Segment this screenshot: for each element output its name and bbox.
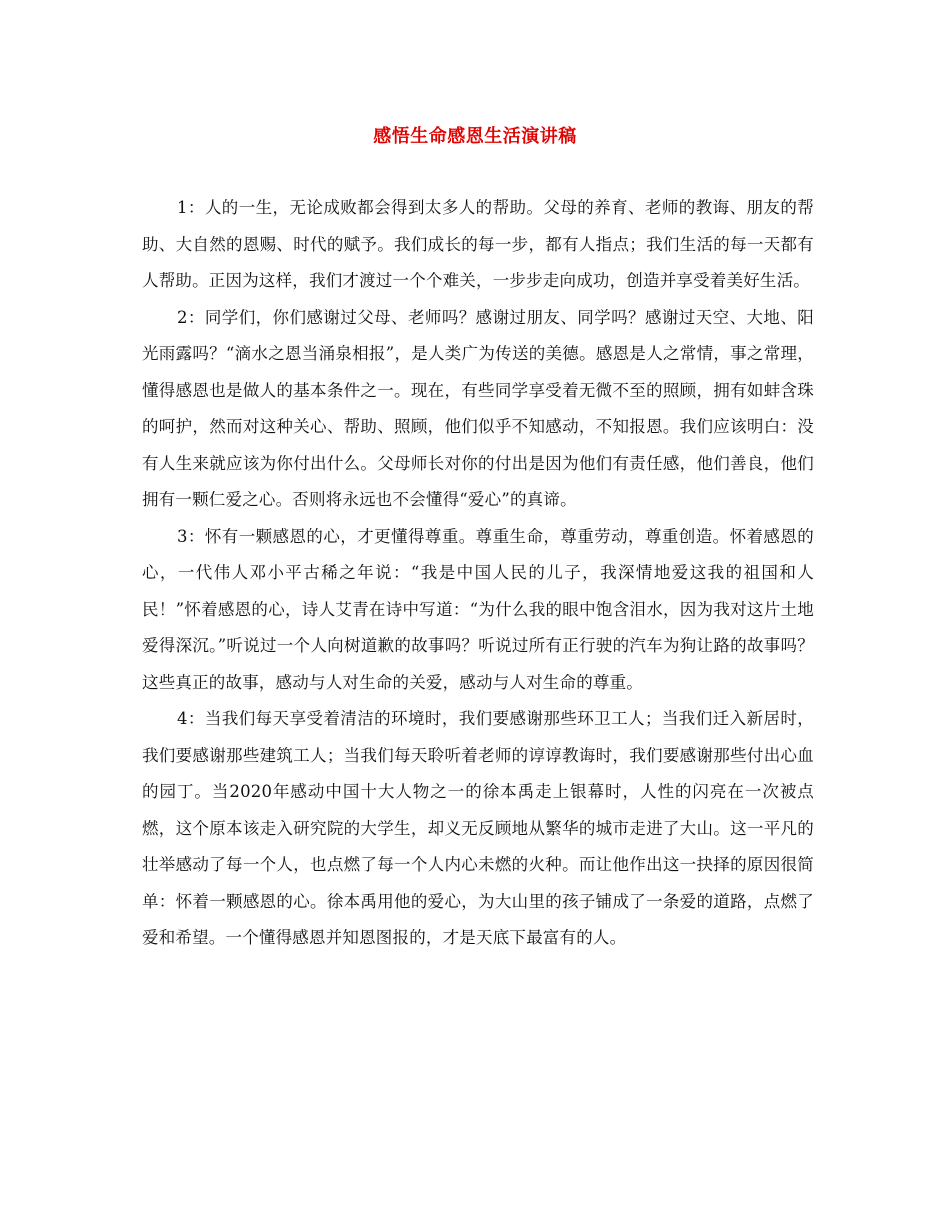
paragraph-4: 4：当我们每天享受着清洁的环境时，我们要感谢那些环卫工人；当我们迁入新居时，我们要感谢那些建筑工人；当我们每天聆听着老师的谆谆教诲时，我们要感谢那些付出心血的园丁。当2020年感动中国十大人物之一的徐本禹走上银幕时，人性的闪亮在一次被点燃，这个原本该走入研究院的大学生，却义无反顾地从繁华的城市走进了大山。这一平凡的壮举感动了每一个人，也点燃了每一个人内心未燃的火种。而让他作出这一抉择的原因很简单：怀着一颗感恩的心。徐本禹用他的爱心，为大山里的孩子铺成了一条爱的道路，点燃了爱和希望。一个懂得感恩并知恩图报的，才是天底下最富有的人。 [142,709,814,947]
document-title: 感悟生命感恩生活演讲稿 [373,126,577,147]
document-body [142,190,814,957]
paragraph-1: 1：人的一生，无论成败都会得到太多人的帮助。父母的养育、老师的教诲、朋友的帮助、大自然的恩赐、时代的赋予。我们成长的每一步，都有人指点；我们生活的每一天都有人帮助。正因为这样，我们才渡过一个个难关，一步步走向成功，创造并享受着美好生活。 [142,198,814,290]
paragraph-2: 2：同学们，你们感谢过父母、老师吗？感谢过朋友、同学吗？感谢过天空、大地、阳光雨露吗？“滴水之恩当涌泉相报”，是人类广为传送的美德。感恩是人之常情，事之常理，懂得感恩也是做人的基本条件之一。现在，有些同学享受着无微不至的照顾，拥有如蚌含珠的呵护，然而对这种关心、帮助、照顾，他们似乎不知感动，不知报恩。我们应该明白：没有人生来就应该为你付出什么。父母师长对你的付出是因为他们有责任感，他们善良，他们拥有一颗仁爱之心。否则将永远也不会懂得“爱心”的真谛。 [142,307,814,509]
paragraph-3: 3：怀有一颗感恩的心，才更懂得尊重。尊重生命，尊重劳动，尊重创造。怀着感恩的心，一代伟人邓小平古稀之年说：“我是中国人民的儿子，我深情地爱这我的祖国和人民！”怀着感恩的心，诗人艾青在诗中写道：“为什么我的眼中饱含泪水，因为我对这片土地爱得深沉。”听说过一个人向树道歉的故事吗？听说过所有正行驶的汽车为狗让路的故事吗？这些真正的故事，感动与人对生命的关爱，感动与人对生命的尊重。 [142,526,814,692]
